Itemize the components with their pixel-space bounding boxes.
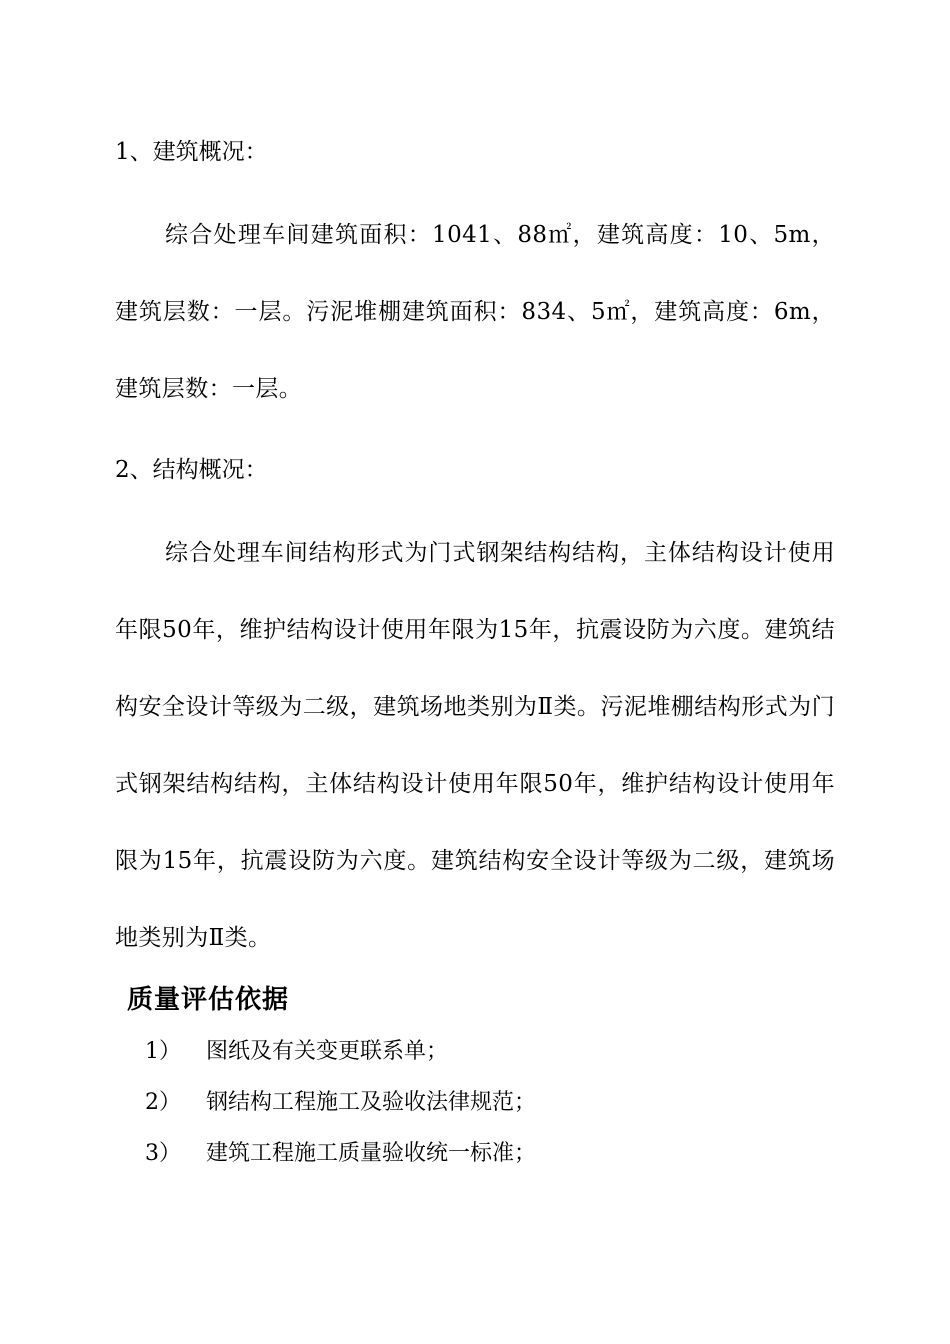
quality-basis-list bbox=[145, 1034, 536, 1187]
list-item-number: 3） bbox=[145, 1141, 181, 1166]
structure-overview-paragraph: 综合处理车间结构形式为门式钢架结构结构，主体结构设计使用年限50年，维护结构设计使用年限为15年，抗震设防为六度。建筑结构安全设计等级为二级，建筑场地类别为Ⅱ类。污泥堆棚结构形式为门式钢架结构结构，主体结构设计使用年限50年，维护结构设计使用年限为15年，抗震设防为六度。建筑结构安全设计等级为二级，建筑场地类别为Ⅱ类。 bbox=[115, 540, 835, 951]
list-item bbox=[145, 1034, 536, 1085]
list-item-text: 钢结构工程施工及验收法律规范； bbox=[206, 1090, 537, 1115]
section-heading-building-overview: 1、建筑概况： bbox=[115, 139, 268, 165]
list-item bbox=[145, 1085, 536, 1136]
list-item-number: 2） bbox=[145, 1090, 181, 1115]
list-item-text: 建筑工程施工质量验收统一标准； bbox=[206, 1141, 537, 1166]
quality-basis-title: 质量评估依据 bbox=[127, 985, 290, 1015]
list-item-text: 图纸及有关变更联系单； bbox=[206, 1039, 449, 1064]
section-heading-structure-overview: 2、结构概况： bbox=[115, 457, 268, 483]
list-item bbox=[145, 1136, 536, 1187]
building-overview-paragraph: 综合处理车间建筑面积：1041、88㎡，建筑高度：10、5m，建筑层数：一层。污泥堆棚建筑面积：834、5㎡，建筑高度：6m，建筑层数：一层。 bbox=[115, 222, 835, 402]
list-item-number: 1） bbox=[145, 1039, 181, 1064]
